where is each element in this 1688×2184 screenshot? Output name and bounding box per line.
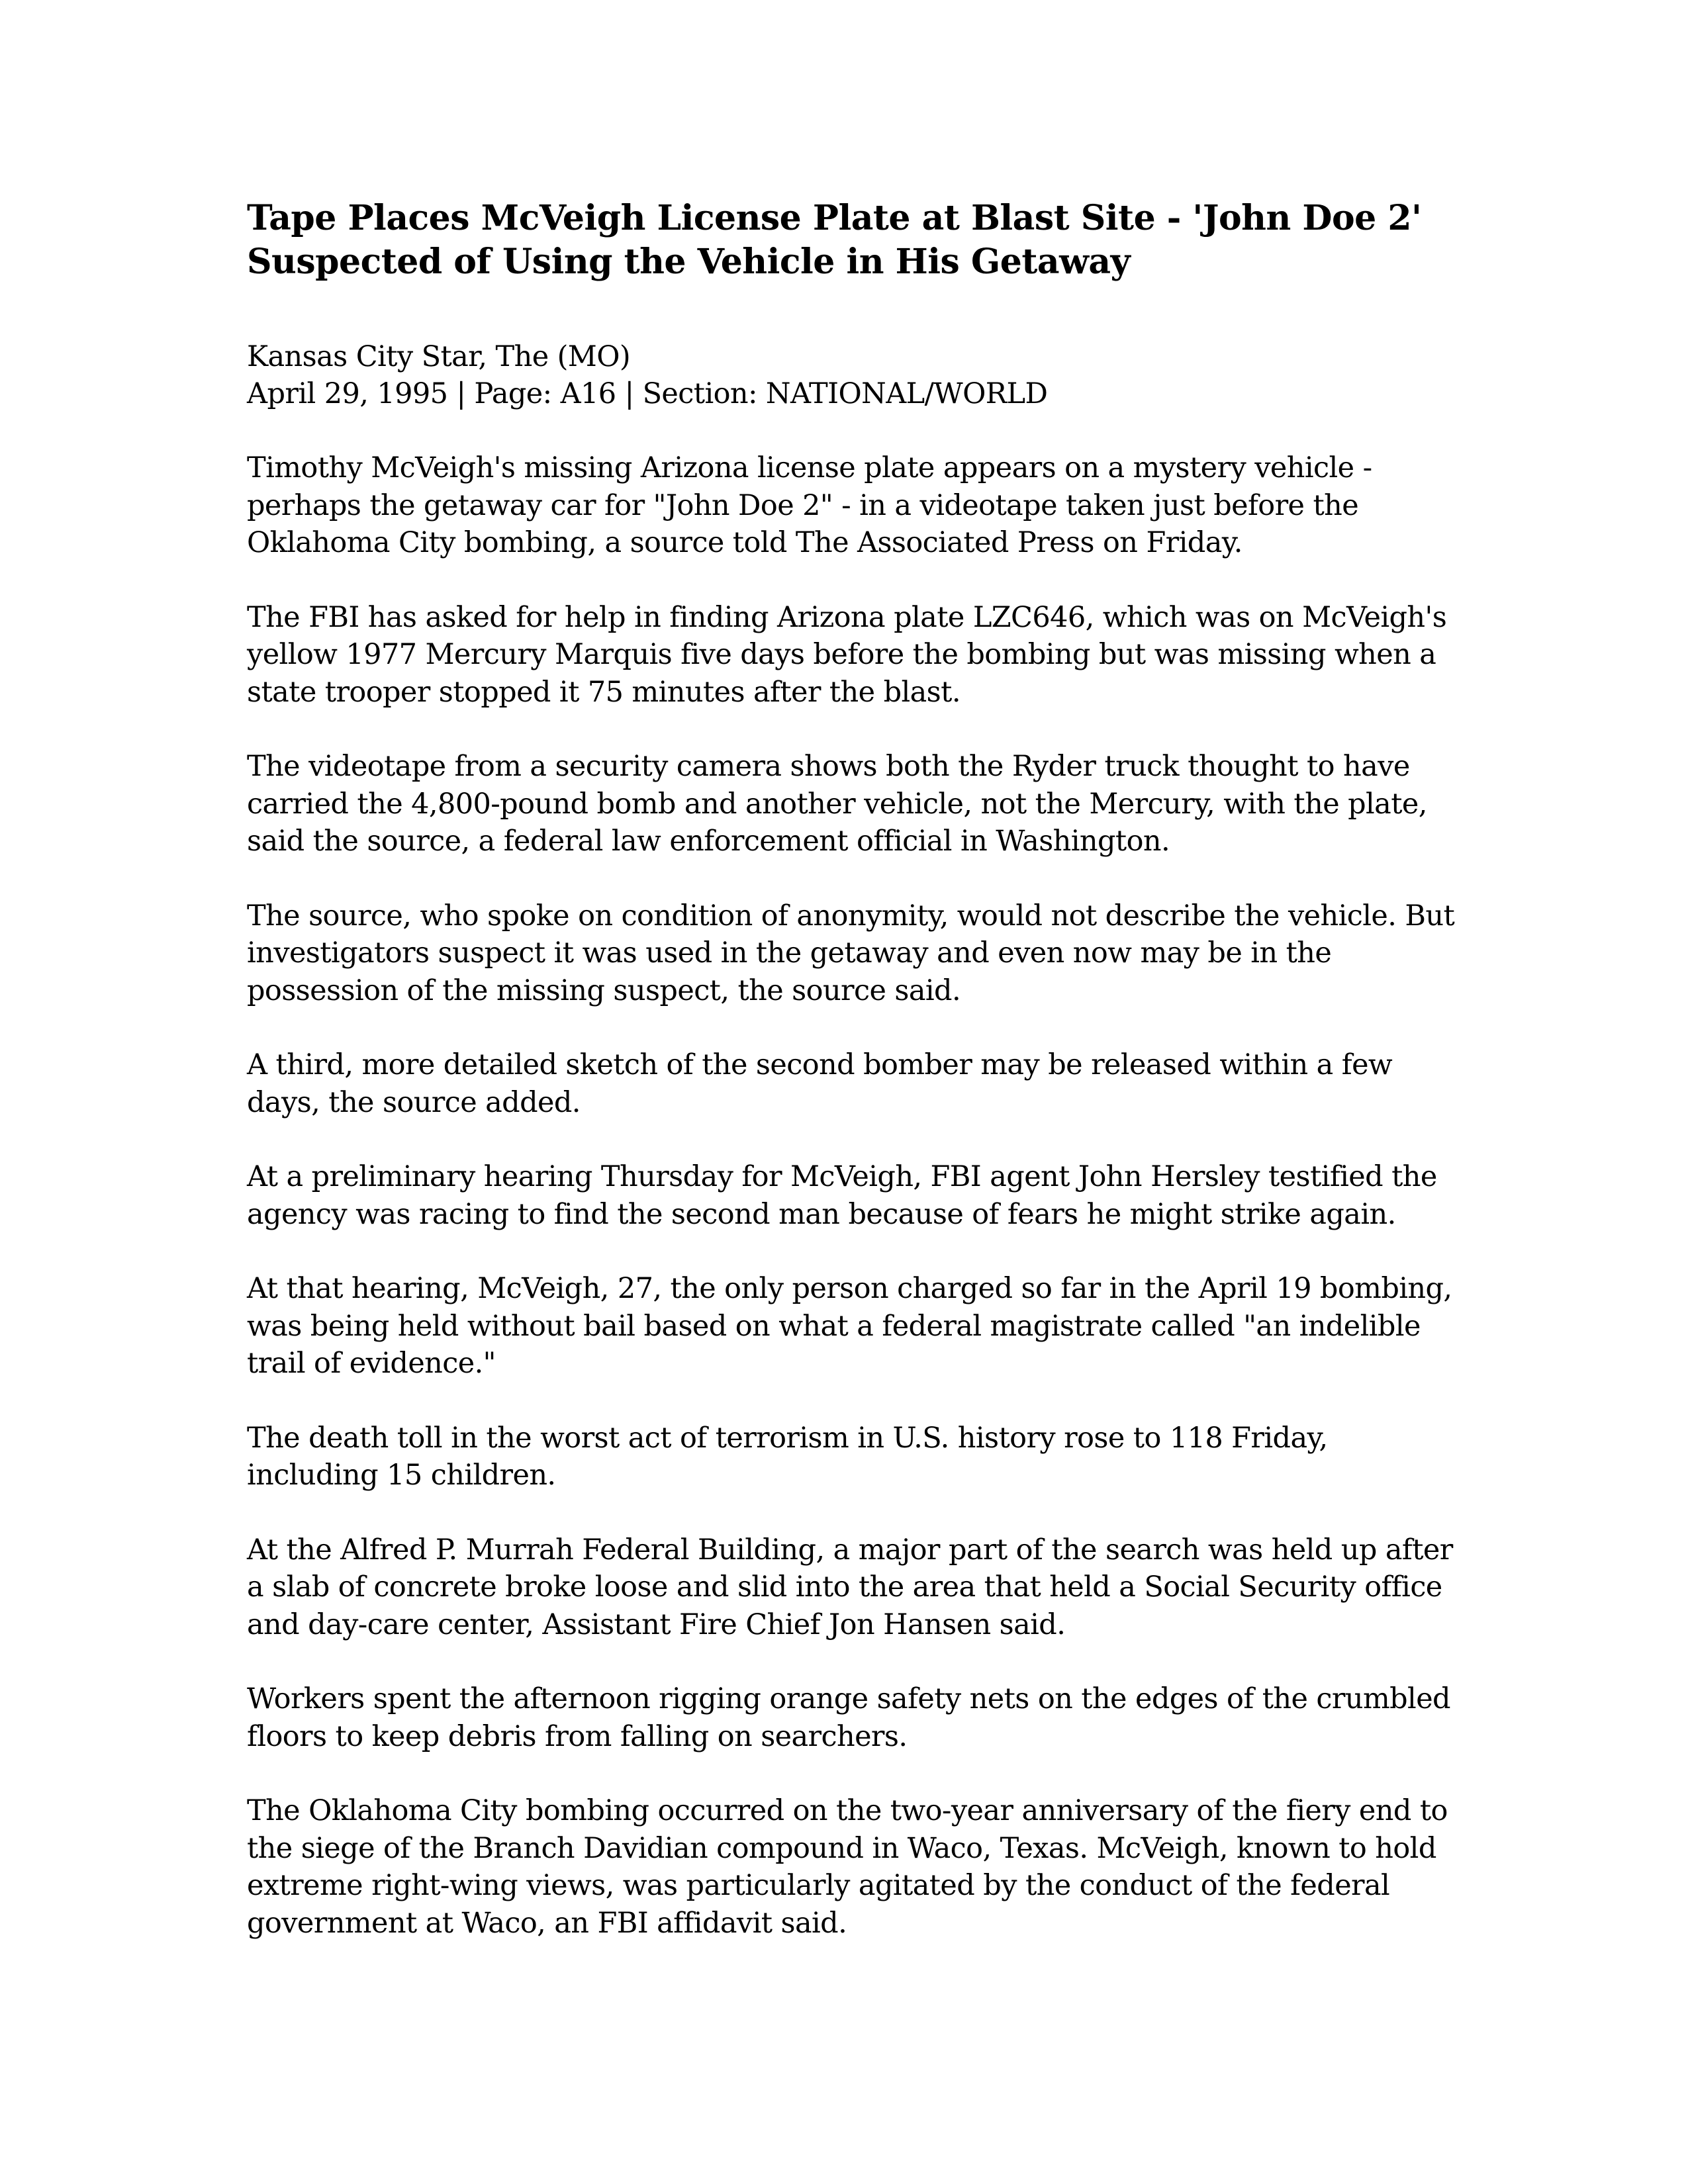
article-paragraph: At a preliminary hearing Thursday for McVeigh, FBI agent John Hersley testified the agency was racing to find the second man because of fears he might strike again. [247,1160,1437,1231]
article-paragraph: A third, more detailed sketch of the second bomber may be released within a few days, the source added. [247,1048,1393,1119]
article-paragraph: The Oklahoma City bombing occurred on the two-year anniversary of the fiery end to the siege of the Branch Davidian compound in Waco, Texas. McVeigh, known to hold extreme right-wing views, was particularly agitated by the conduct of the federal government at Waco, an FBI affidavit said. [247,1794,1448,1940]
article-source: Kansas City Star, The (MO) [247,340,631,373]
article-paragraph: The videotape from a security camera shows both the Ryder truck thought to have carried the 4,800-pound bomb and another vehicle, not the Mercury, with the plate, said the source, a federal law enforcement official in Washington. [247,750,1427,858]
article-paragraph: The FBI has asked for help in finding Arizona plate LZC646, which was on McVeigh's yellow 1977 Mercury Marquis five days before the bombing but was missing when a state trooper stopped it 75 minutes after the blast. [247,600,1447,709]
article-paragraph: Timothy McVeigh's missing Arizona license plate appears on a mystery vehicle - perhaps the getaway car for "John Doe 2" - in a videotape taken just before the Oklahoma City bombing, a source told The Associated Press on Friday. [247,451,1372,559]
article-dateline: April 29, 1995 | Page: A16 | Section: NATIONAL/WORLD [247,377,1048,410]
article-headline: Tape Places McVeigh License Plate at Blast Site - 'John Doe 2' Suspected of Using the Vehicle in His Getaway [247,198,1422,282]
article-paragraph: The source, who spoke on condition of anonymity, would not describe the vehicle. But investigators suspect it was used in the getaway and even now may be in the possession of the missing suspect, the source said. [247,899,1455,1007]
article-paragraph: At the Alfred P. Murrah Federal Building, a major part of the search was held up after a slab of concrete broke loose and slid into the area that held a Social Security office and day-care center, Assistant Fire Chief Jon Hansen said. [247,1533,1453,1641]
article-paragraph: Workers spent the afternoon rigging orange safety nets on the edges of the crumbled floors to keep debris from falling on searchers. [247,1682,1450,1753]
article-meta [247,338,1458,412]
article-page [247,197,1458,1942]
article-paragraph: At that hearing, McVeigh, 27, the only person charged so far in the April 19 bombing, was being held without bail based on what a federal magistrate called "an indelible trail of evidence." [247,1272,1452,1380]
article-body [247,449,1458,1942]
article-paragraph: The death toll in the worst act of terrorism in U.S. history rose to 118 Friday, including 15 children. [247,1421,1328,1492]
